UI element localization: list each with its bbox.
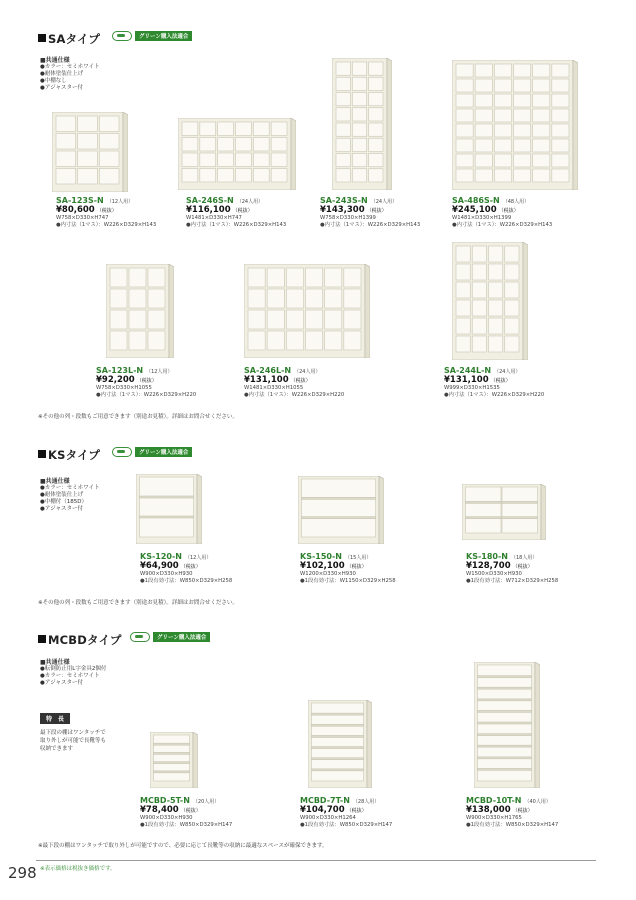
product-ks-180: KS-180-N （18人用） ¥128,700 （税抜） W1500×D330×H930 ●1段有効寸法：W712×D329×H258 bbox=[466, 552, 559, 584]
product-sa-123s: SA-123S-N （12人用） ¥80,600 （税抜） W758×D330×H747 ●内寸法（1マス）：W226×D329×H143 bbox=[56, 196, 157, 228]
page-number: 298 bbox=[8, 864, 37, 882]
mcbd-section-title: MCBDタイプ bbox=[38, 632, 122, 648]
sa-footnote: ※その他の列・段数もご用意できます（別途お見積）。詳細はお問合せください。 bbox=[38, 414, 238, 420]
cabinet-image-sa-123l bbox=[106, 264, 174, 358]
cabinet-image-mcbd-7t bbox=[308, 700, 372, 788]
cabinet-image-mcbd-5t bbox=[150, 732, 198, 788]
product-sa-246l: SA-246L-N （24人用） ¥131,100 （税抜） W1481×D330×H1055 ●内寸法（1マス）：W226×D329×H220 bbox=[244, 366, 345, 398]
ks-footnote: ※その他の列・段数もご用意できます（別途お見積）。詳細はお問合せください。 bbox=[38, 600, 238, 606]
cabinet-image-sa-244l bbox=[452, 242, 528, 360]
product-ks-120: KS-120-N （12人用） ¥64,900 （税抜） W900×D330×H930 ●1段有効寸法：W850×D329×H258 bbox=[140, 552, 233, 584]
cabinet-image-sa-486s bbox=[452, 60, 578, 190]
product-mcbd-5t: MCBD-5T-N （20人用） ¥78,400 （税抜） W900×D330×H930 ●1段有効寸法：W850×D329×H147 bbox=[140, 796, 233, 828]
ks-section-title: KSタイプ bbox=[38, 447, 100, 463]
product-mcbd-7t: MCBD-7T-N （28人用） ¥104,700 （税抜） W900×D330×H1264 ●1段有効寸法：W850×D329×H147 bbox=[300, 796, 393, 828]
cabinet-image-ks-180 bbox=[462, 484, 546, 540]
green-leaf-icon bbox=[112, 447, 132, 457]
feature-tag: 特 長 bbox=[40, 713, 70, 724]
sa-section-title: SAタイプ bbox=[38, 31, 100, 47]
cabinet-image-sa-246l bbox=[244, 264, 370, 358]
product-sa-123l: SA-123L-N （12人用） ¥92,200 （税抜） W758×D330×H1055 ●内寸法（1マス）：W226×D329×H220 bbox=[96, 366, 197, 398]
product-mcbd-10t: MCBD-10T-N （40人用） ¥138,000 （税抜） W900×D330×H1765 ●1段有効寸法：W850×D329×H147 bbox=[466, 796, 559, 828]
tax-note: ※表示価格は税抜き価格です。 bbox=[40, 866, 116, 872]
cabinet-image-ks-150 bbox=[298, 476, 384, 544]
cabinet-image-sa-243s bbox=[332, 58, 392, 190]
sa-common-specs: ■共通仕様 ●カラー：セミホワイト ●耐体塗装仕上げ ●中棚なし ●アジャスター付 bbox=[40, 57, 100, 91]
product-sa-243s: SA-243S-N （24人用） ¥143,300 （税抜） W758×D330×H1399 ●内寸法（1マス）：W226×D329×H143 bbox=[320, 196, 421, 228]
sa-green-badge: グリーン購入法適合 bbox=[112, 31, 192, 41]
mcbd-common-specs: ■共通仕様 ●転倒防止用L字金具2個付 ●カラー：セミホワイト ●アジャスター付 bbox=[40, 659, 107, 686]
cabinet-image-sa-246s bbox=[178, 118, 296, 190]
footer-divider bbox=[36, 860, 596, 861]
ks-common-specs: ■共通仕様 ●カラー：セミホワイト ●耐体塗装仕上げ ●中棚付（185D） ●アジャスター付 bbox=[40, 478, 100, 512]
product-sa-246s: SA-246S-N （24人用） ¥116,100 （税抜） W1481×D330×H747 ●内寸法（1マス）：W226×D329×H143 bbox=[186, 196, 287, 228]
mcbd-feature: 特 長 最下段の棚はワンタッチで 取り外しが可能で長靴等も 収納できます bbox=[40, 706, 106, 753]
cabinet-image-sa-123s bbox=[52, 112, 128, 192]
cabinet-image-ks-120 bbox=[136, 474, 202, 544]
product-sa-244l: SA-244L-N （24人用） ¥131,100 （税抜） W999×D330×H1535 ●内寸法（1マス）：W226×D329×H220 bbox=[444, 366, 545, 398]
green-leaf-icon bbox=[130, 632, 150, 642]
mcbd-green-badge: グリーン購入法適合 bbox=[130, 632, 210, 642]
product-sa-486s: SA-486S-N （48人用） ¥245,100 （税抜） W1481×D330×H1399 ●内寸法（1マス）：W226×D329×H143 bbox=[452, 196, 553, 228]
green-leaf-icon bbox=[112, 31, 132, 41]
mcbd-footnote: ※最下段の棚はワンタッチで取り外しが可能ですので、必要に応じて長靴等の収納に最適なスペースが確保できます。 bbox=[38, 843, 328, 849]
cabinet-image-mcbd-10t bbox=[474, 662, 540, 788]
ks-green-badge: グリーン購入法適合 bbox=[112, 447, 192, 457]
product-ks-150: KS-150-N （15人用） ¥102,100 （税抜） W1200×D330×H930 ●1段有効寸法：W1150×D329×H258 bbox=[300, 552, 396, 584]
